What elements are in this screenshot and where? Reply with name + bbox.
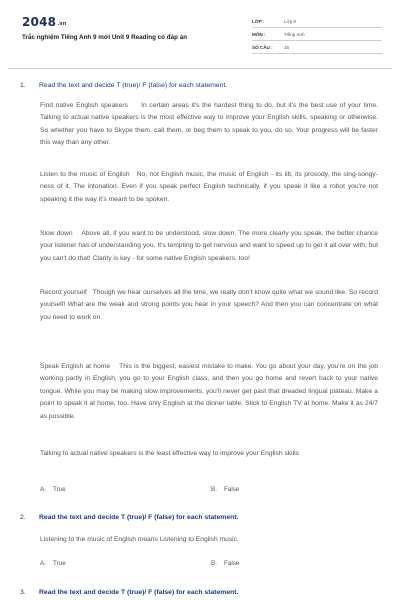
paragraph-text: This is the biggest, easiest mistake to make. You go about your day, you're on the job working partly in English, you go to your English class, and then you go home and revert back to your native tongue. While you may be making slow improvements, you'll never get past that dreaded lingual plateau. Make a point to speak it at home, too. Have only English at the dinner table. Stick to English TV at home. Make it as 24/7 as possible.: [40, 363, 378, 420]
question-number: 1.: [20, 82, 26, 89]
answer-option-a[interactable]: [40, 486, 66, 493]
paragraph-text: Above all, if you want to be understood, slow down. The more clearly you speak, the better chance your listener has of understanding you. It's tempting to get nervous and want to speed up to get it all over with, but you can't do that! Clarity is key - for some native English speakers, too!: [40, 230, 378, 262]
option-text: False: [224, 560, 240, 567]
meta-label: LỚP :: [252, 18, 265, 24]
site-logo[interactable]: [22, 15, 67, 29]
option-letter: B.: [211, 486, 217, 493]
passage-paragraph: [40, 228, 378, 265]
question-title: Read the text and decide T (true)/ F (false) for each statement.: [39, 514, 239, 521]
option-text: True: [53, 560, 66, 567]
option-letter: B.: [211, 560, 217, 567]
answer-option-b[interactable]: [211, 486, 239, 493]
passage-paragraph: [40, 100, 378, 150]
paragraph-heading: Find native English speakers: [40, 102, 128, 109]
page-header: [0, 0, 400, 62]
meta-value: Lớp 9: [284, 18, 296, 24]
paragraph-heading: Record yourself: [40, 289, 87, 296]
passage-paragraph: [40, 287, 378, 324]
paragraph-text: No, not English music, the music of English - its lilt, its prosody, the sing-songy-ness of it. The intonation. Even if you speak perfect English technically, if you speak it like a robot you're not speaking it the way it's meant to be spoken.: [40, 171, 378, 203]
paragraph-heading: Listen to the music of English: [40, 171, 130, 178]
question-statement: Listening to the music of English means Listening to English music.: [40, 536, 239, 543]
option-letter: A.: [40, 486, 46, 493]
meta-value: Tiếng Anh: [284, 31, 305, 37]
meta-row-class: [252, 15, 382, 28]
header-divider: [8, 68, 392, 69]
answer-option-a[interactable]: [40, 560, 66, 567]
option-text: True: [53, 486, 66, 493]
page-title: Trắc nghiệm Tiếng Anh 9 mới Unit 9 Reading có đáp án: [22, 34, 188, 41]
answer-option-b[interactable]: [211, 560, 239, 567]
paragraph-heading: Speak English at home: [40, 363, 111, 370]
paragraph-text: In certain areas it's the hardest thing to do, but it's the best use of your time. Talking to actual native speakers is the most effective way to improve your English skills, speaking or otherwise. So whether you have to Skype them, call them, or beg them to speak to you, do so. Your progress will be faster this way than any other.: [40, 102, 379, 147]
meta-row-subject: [252, 28, 382, 41]
meta-row-count: [252, 41, 382, 54]
question-statement: Talking to actual native speakers is the least effective way to improve your English skills: [40, 450, 299, 457]
meta-value: 15: [284, 44, 290, 50]
logo-text: 2048: [22, 15, 57, 29]
logo-suffix: .vn: [57, 21, 67, 27]
passage-paragraph: [40, 169, 378, 206]
question-title: Read the text and decide T (true)/ F (false) for each statement.: [39, 82, 228, 89]
question-number: 3.: [20, 589, 26, 596]
passage-paragraph: [40, 361, 378, 423]
question-number: 2.: [20, 514, 26, 521]
meta-label: SỐ CÂU :: [252, 44, 273, 50]
option-text: False: [224, 486, 240, 493]
paragraph-text: Though we hear ourselves all the time, we really don't know quite what we sound like. So record yourself! What are the weak and strong points you hear in your speech? And then you can concentrate on what you need to work on.: [40, 289, 378, 321]
option-letter: A.: [40, 560, 46, 567]
question-title: Read the text and decide T (true)/ F (false) for each statement.: [39, 589, 239, 596]
paragraph-heading: Slow down: [40, 230, 73, 237]
meta-label: MÔN :: [252, 31, 266, 37]
meta-table: [252, 15, 382, 54]
